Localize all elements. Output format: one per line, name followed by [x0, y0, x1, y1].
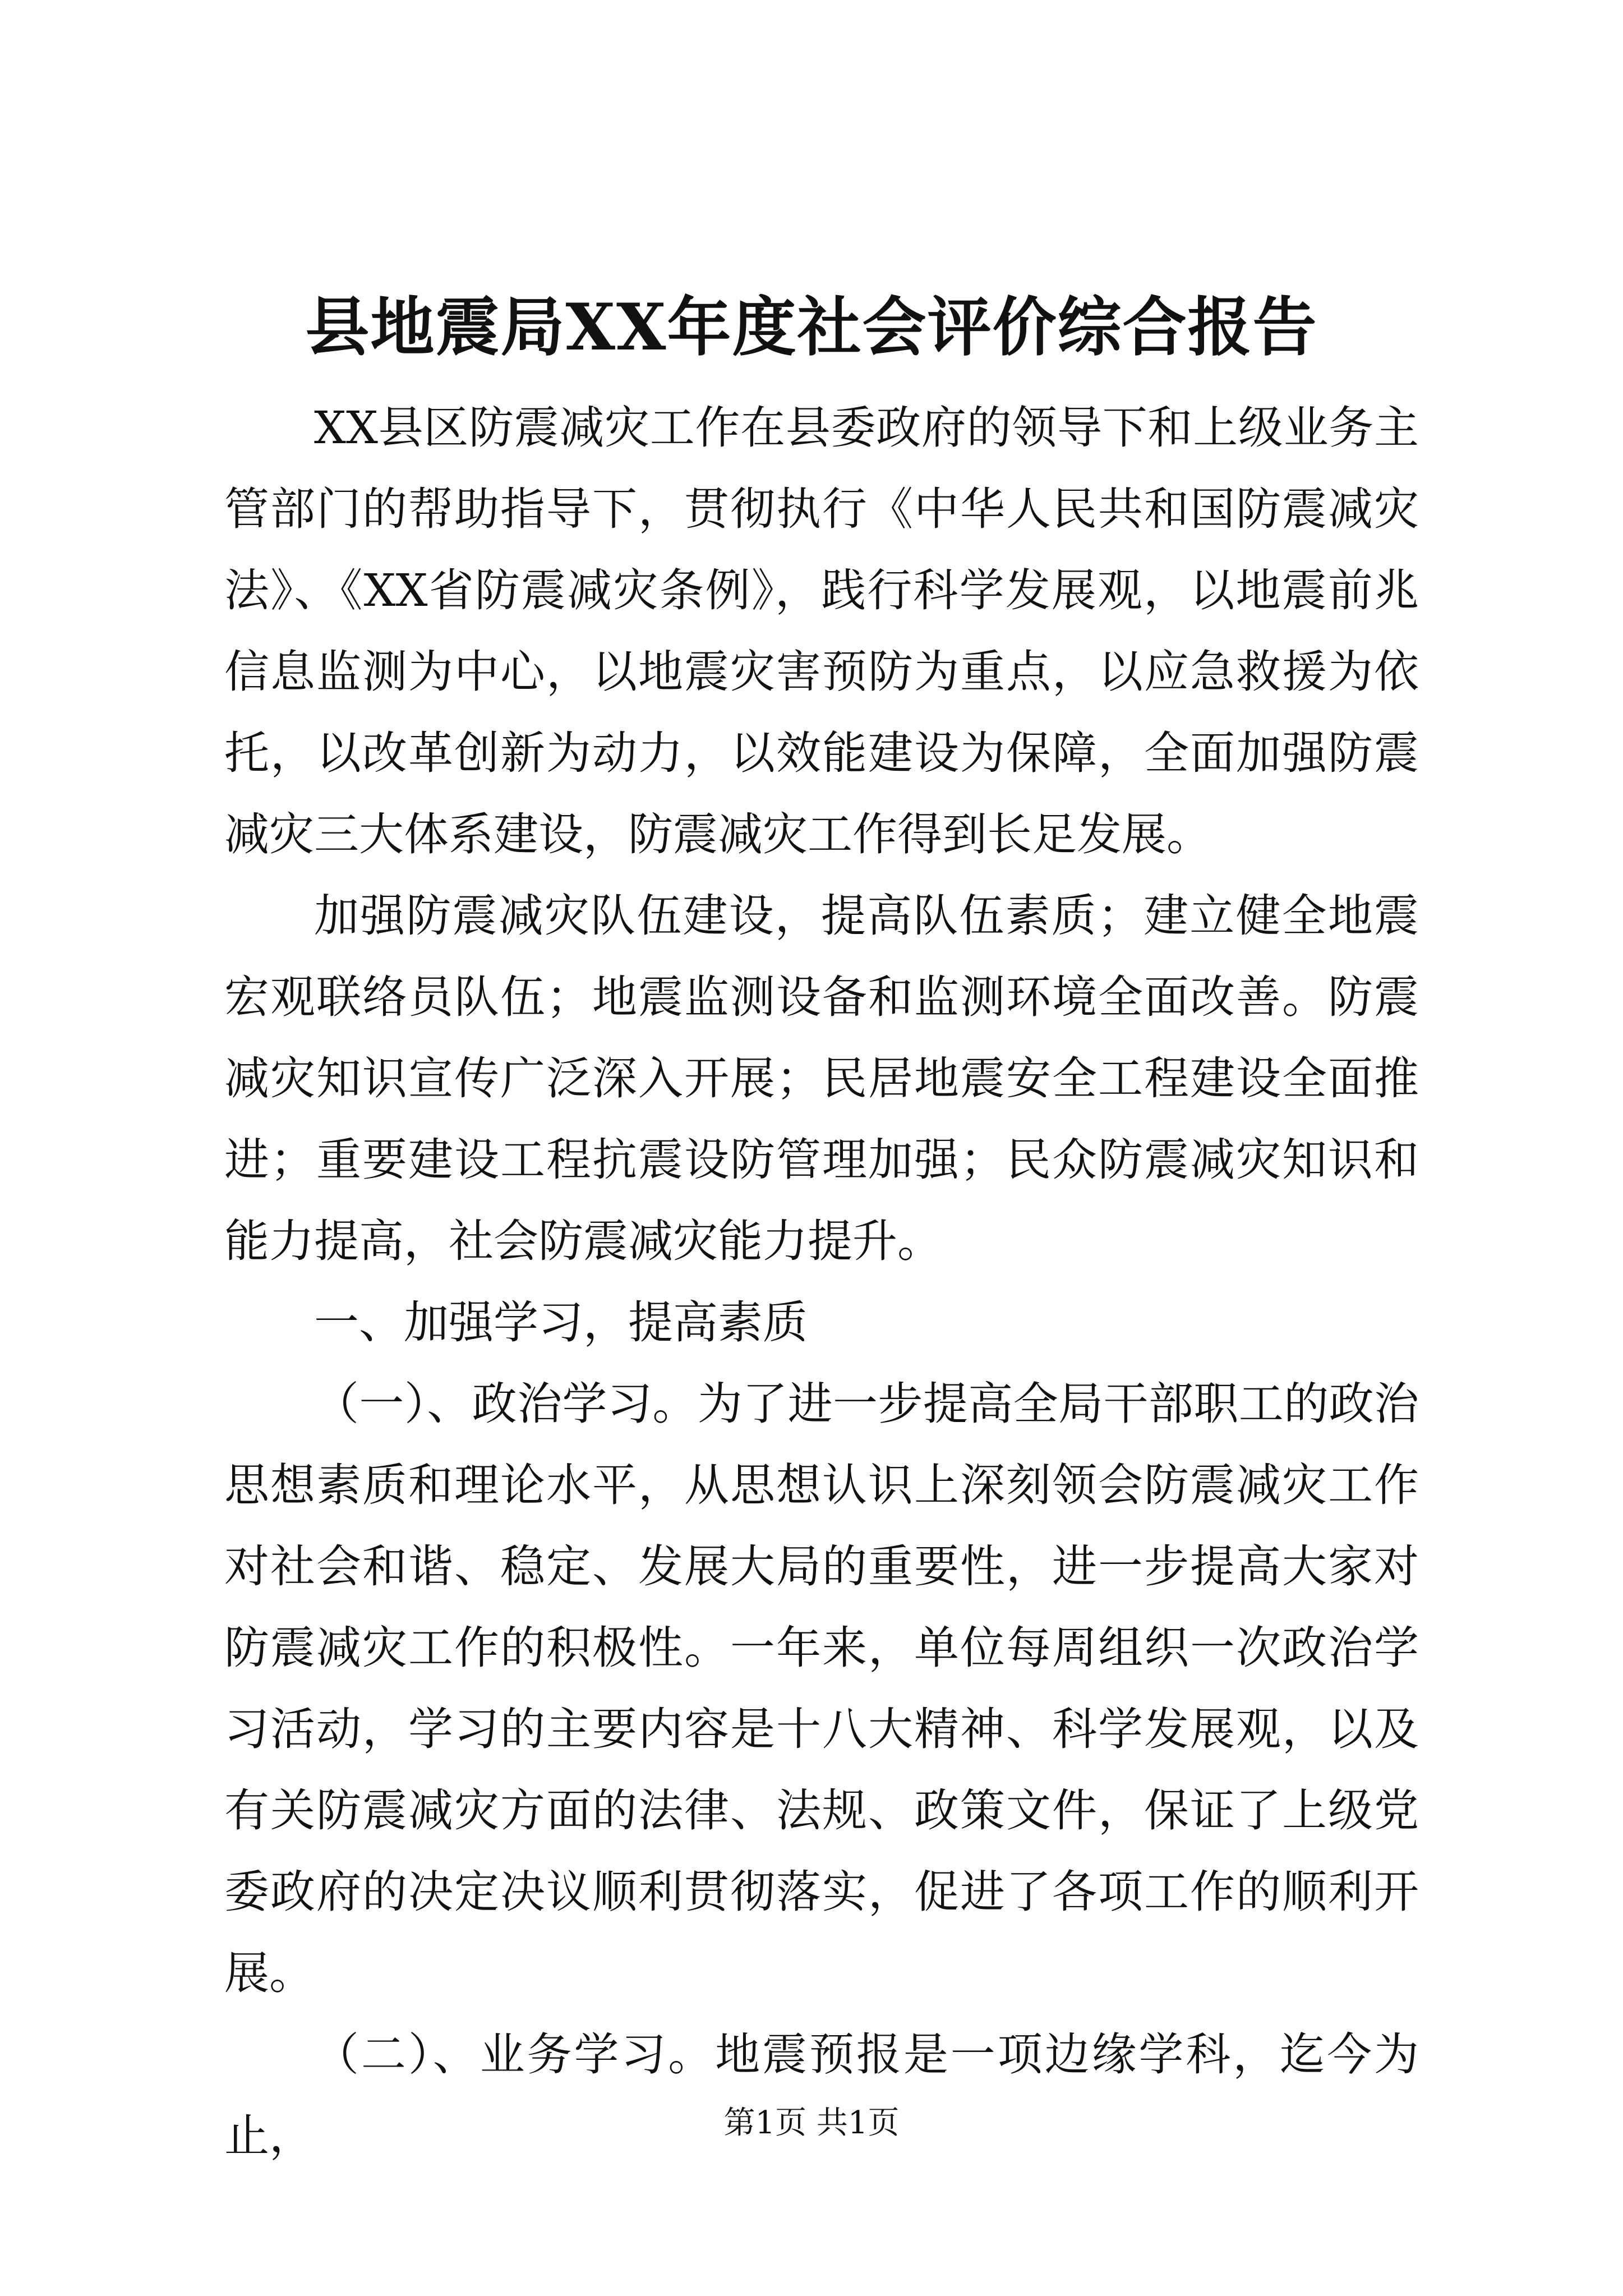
paragraph-business-study: （二）、业务学习。地震预报是一项边缘学科，迄今为止， — [224, 2028, 1419, 2162]
page-footer: 第1页 共1页 — [723, 2105, 900, 2141]
document-title: 县地震局XX年度社会评价综合报告 — [305, 289, 1318, 365]
paragraph-political-study: （一）、政治学习。为了进一步提高全局干部职工的政治思想素质和理论水平，从思想认识上深刻领会防震减灾工作对社会和谐、稳定、发展大局的重要性，进一步提高大家对防震减灾工作的积极性。一年来，单位每周组织一次政治学习活动，学习的主要内容是十八大精神、科学发展观，以及有关防震减灾方面的法律、法规、政策文件，保证了上级党委政府的决定决议顺利贯彻落实，促进了各项工作的顺利开展。 — [224, 1378, 1419, 1999]
section-heading: 一、加强学习，提高素质 — [314, 1296, 808, 1349]
paragraph-summary: 加强防震减灾队伍建设，提高队伍素质；建立健全地震宏观联络员队伍；地震监测设备和监测环境全面改善。防震减灾知识宣传广泛深入开展；民居地震安全工程建设全面推进；重要建设工程抗震设防管理加强；民众防震减灾知识和能力提高，社会防震减灾能力提升。 — [224, 890, 1419, 1267]
paragraph-intro: XX县区防震减灾工作在县委政府的领导下和上级业务主管部门的帮助指导下，贯彻执行《中华人民共和国防震减灾法》、《XX省防震减灾条例》，践行科学发展观，以地震前兆信息监测为中心，以地震灾害预防为重点，以应急救援为依托，以改革创新为动力，以效能建设为保障，全面加强防震减灾三大体系建设，防震减灾工作得到长足发展。 — [224, 402, 1419, 861]
document-body — [224, 387, 1419, 2177]
